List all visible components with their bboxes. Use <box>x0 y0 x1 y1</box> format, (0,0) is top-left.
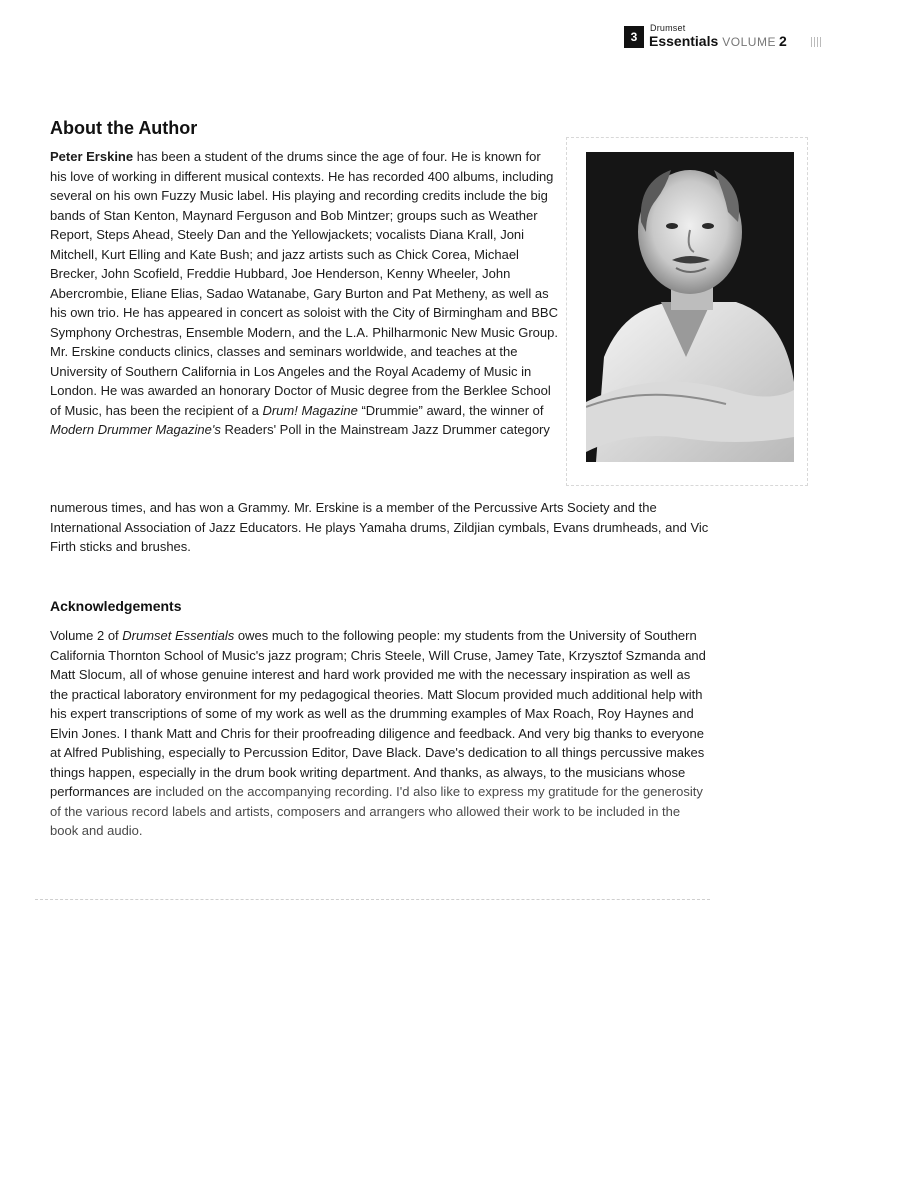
brand-main-text <box>649 33 787 49</box>
bio-italic-modern-drummer: Modern Drummer Magazine's <box>50 422 221 437</box>
author-photo <box>586 152 794 462</box>
ack-text-part-2: owes much to the following people: my students from the University of Southern California Thornton School of Music's jazz program; Chris Steele, Will Cruse, Jamey Tate, Krzysztof Szmanda and Matt Slocum, all of whose genuine interest and hard work provided me with the necessary inspiration as well as the practical laboratory environment for my pedagogical theories. Matt Slocum provided much additional help with his expert transcriptions of some of my work as well as the drumming examples of Max Roach, Roy Haynes and Elvin Jones. I thank Matt and Chris for their proofreading diligence and feedback. And very big thanks to everyone at Alfred Publishing, especially to Percussion Editor, Dave Black. Dave's dedication to all things percussive makes things happen, especially in the drum book writing department. And thanks, as always, to the musicians whose performances are <box>50 628 706 799</box>
section-divider <box>35 899 710 900</box>
bio-text-part-3: Readers' Poll in the Mainstream Jazz Drummer category <box>220 422 550 437</box>
brand-small-text: Drumset <box>650 23 686 33</box>
acknowledgements-heading: Acknowledgements <box>50 598 182 614</box>
bio-text-part-1: has been a student of the drums since the age of four. He is known for his love of working in different musical contexts. He has recorded 400 albums, including several on his own Fuzzy Music label. His playing and recording credits include the big bands of Stan Kenton, Maynard Ferguson and Bob Mintzer; groups such as Weather Report, Steps Ahead, Steely Dan and the Yellowjackets; vocalists Diana Krall, Joni Mitchell, Kurt Elling and Kate Bush; and jazz artists such as Chick Corea, Michael Brecker, John Scofield, Freddie Hubbard, Joe Henderson, Kenny Wheeler, John Abercrombie, Eliane Elias, Sadao Watanabe, Gary Burton and Pat Metheny, as well as his own trio. He has appeared in concert as soloist with the City of Birmingham and BBC Symphony Orchestras, Ensemble Modern, and the L.A. Philharmonic New Music Group. Mr. Erskine conducts clinics, classes and seminars worldwide, and teaches at the University of Southern California in Los Angeles and the Royal Academy of Music in London. He was awarded an honorary Doctor of Music degree from the Berklee School of Music, has been the recipient of a <box>50 149 558 418</box>
author-bio-continuation: numerous times, and has won a Grammy. Mr. Erskine is a member of the Percussive Arts Society and the International Association of Jazz Educators. He plays Yamaha drums, Zildjian cymbals, Evans drumheads, and Vic Firth sticks and brushes. <box>50 500 709 554</box>
ack-text-part-3: included on the accompanying recording. I'd also like to express my gratitude for the generosity of the various record labels and artists, composers and arrangers who allowed their work to be included in the book and audio. <box>50 784 703 838</box>
brand-volume-label: VOLUME <box>722 35 776 49</box>
brand-stripes-decoration <box>811 37 821 47</box>
page-header <box>624 24 819 50</box>
page-title: About the Author <box>50 118 198 138</box>
author-name: Peter Erskine <box>50 149 134 164</box>
page-number-box: 3 <box>624 26 644 48</box>
bio-text-part-2: “Drummie” award, the winner of <box>357 402 544 418</box>
acknowledgements-paragraph <box>50 626 710 841</box>
ack-text-part-1: Volume 2 of <box>50 628 123 643</box>
bio-italic-drum-magazine: Drum! Magazine <box>262 402 358 418</box>
ack-italic-book-title: Drumset Essentials <box>122 628 235 643</box>
brand-essentials: Essentials <box>649 33 719 49</box>
brand-volume-number: 2 <box>778 33 787 49</box>
author-bio-paragraph <box>50 147 558 440</box>
series-brand <box>649 24 819 50</box>
